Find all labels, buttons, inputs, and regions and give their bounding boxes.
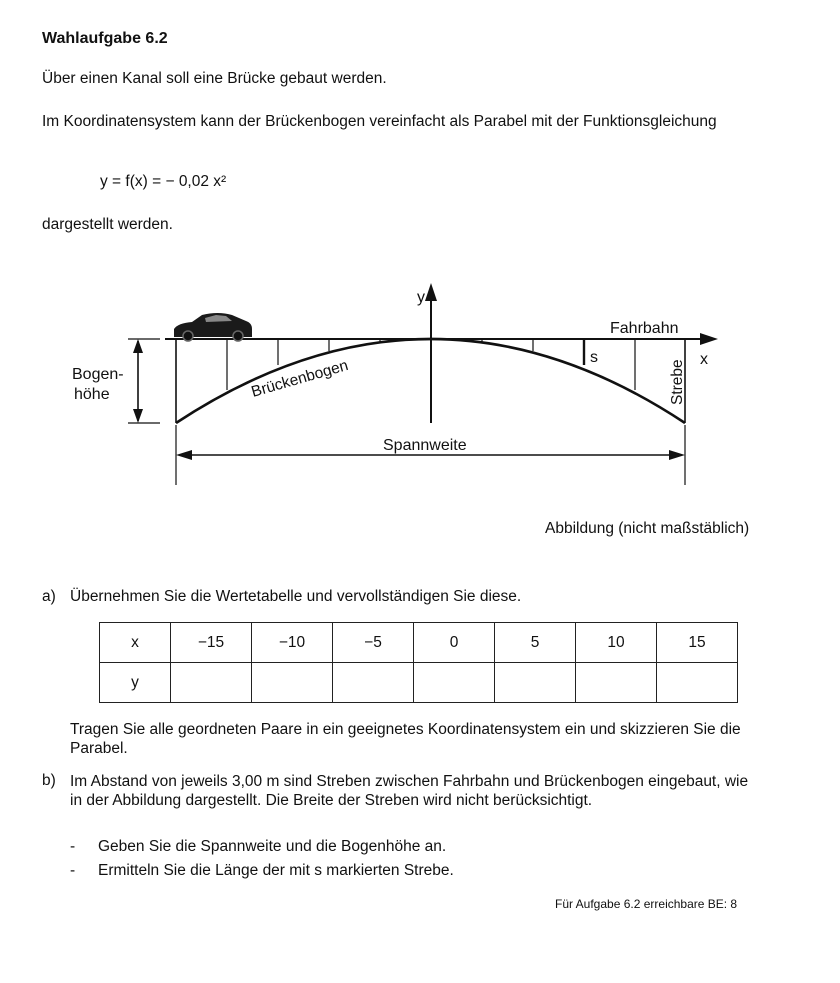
bullet-dash: -: [70, 862, 76, 879]
arch-height-arrow-top: [133, 339, 143, 353]
table-cell-y: [576, 663, 657, 703]
table-cell-x: 15: [657, 623, 738, 663]
table-row-y: [100, 663, 738, 703]
task-a-instruction: Übernehmen Sie die Wertetabelle und vervollständigen Sie diese.: [70, 588, 522, 605]
table-cell-x: −10: [252, 623, 333, 663]
table-cell-x: 5: [495, 623, 576, 663]
bridge-figure: [60, 275, 740, 490]
score-note: Für Aufgabe 6.2 erreichbare BE: 8: [555, 897, 738, 911]
table-cell-x: 0: [414, 623, 495, 663]
table-header-y: y: [100, 663, 171, 703]
task-a-letter: a): [42, 588, 56, 605]
table-header-x: x: [100, 623, 171, 663]
bullet-text: Geben Sie die Spannweite und die Bogenhöhe an.: [98, 838, 447, 855]
arch-label: Brückenbogen: [249, 356, 351, 401]
strut-s-label: s: [590, 349, 598, 366]
table-cell-x: −5: [333, 623, 414, 663]
span-label: Spannweite: [383, 437, 467, 454]
continuation-text: dargestellt werden.: [42, 216, 173, 233]
x-axis-label: x: [700, 351, 708, 368]
table-cell-x: 10: [576, 623, 657, 663]
bullet-text: Ermitteln Sie die Länge der mit s markierten Strebe.: [98, 862, 454, 879]
table-cell-y: [171, 663, 252, 703]
table-cell-y: [495, 663, 576, 703]
y-axis-label: y: [417, 289, 425, 306]
table-cell-y: [333, 663, 414, 703]
table-cell-x: −15: [171, 623, 252, 663]
roadway-label: Fahrbahn: [610, 320, 679, 337]
function-equation: y = f(x) = − 0,02 x²: [100, 173, 227, 190]
intro-text: Über einen Kanal soll eine Brücke gebaut werden.: [42, 70, 387, 87]
task-b-letter: b): [42, 772, 56, 789]
description-text: Im Koordinatensystem kann der Brückenbogen vereinfacht als Parabel mit der Funktionsgleichung: [42, 113, 717, 130]
bullet-dash: -: [70, 838, 76, 855]
arch-height-label-1: Bogen-: [72, 366, 124, 383]
span-arrow-right: [669, 450, 685, 460]
task-heading: Wahlaufgabe 6.2: [42, 30, 168, 47]
task-a-followup: Tragen Sie alle geordneten Paare in ein geeignetes Koordinatensystem ein und skizzieren Sie die Parabel.: [70, 721, 741, 757]
arch-height-label-2: höhe: [74, 386, 110, 403]
table-cell-y: [414, 663, 495, 703]
task-b-text: Im Abstand von jeweils 3,00 m sind Streben zwischen Fahrbahn und Brückenbogen eingebaut, wie in der Abbildung dargestellt. Die Breite der Streben wird nicht berücksichtigt.: [70, 773, 749, 809]
y-axis-arrowhead: [425, 283, 437, 301]
strut-label: Strebe: [669, 359, 686, 405]
figure-caption: Abbildung (nicht maßstäblich): [545, 520, 750, 537]
value-table: [99, 622, 738, 703]
table-cell-y: [657, 663, 738, 703]
table-row-x: [100, 623, 738, 663]
table-cell-y: [252, 663, 333, 703]
arch-height-arrow-bottom: [133, 409, 143, 423]
span-arrow-left: [176, 450, 192, 460]
x-axis-arrowhead: [700, 333, 718, 345]
car-icon: [174, 313, 252, 341]
